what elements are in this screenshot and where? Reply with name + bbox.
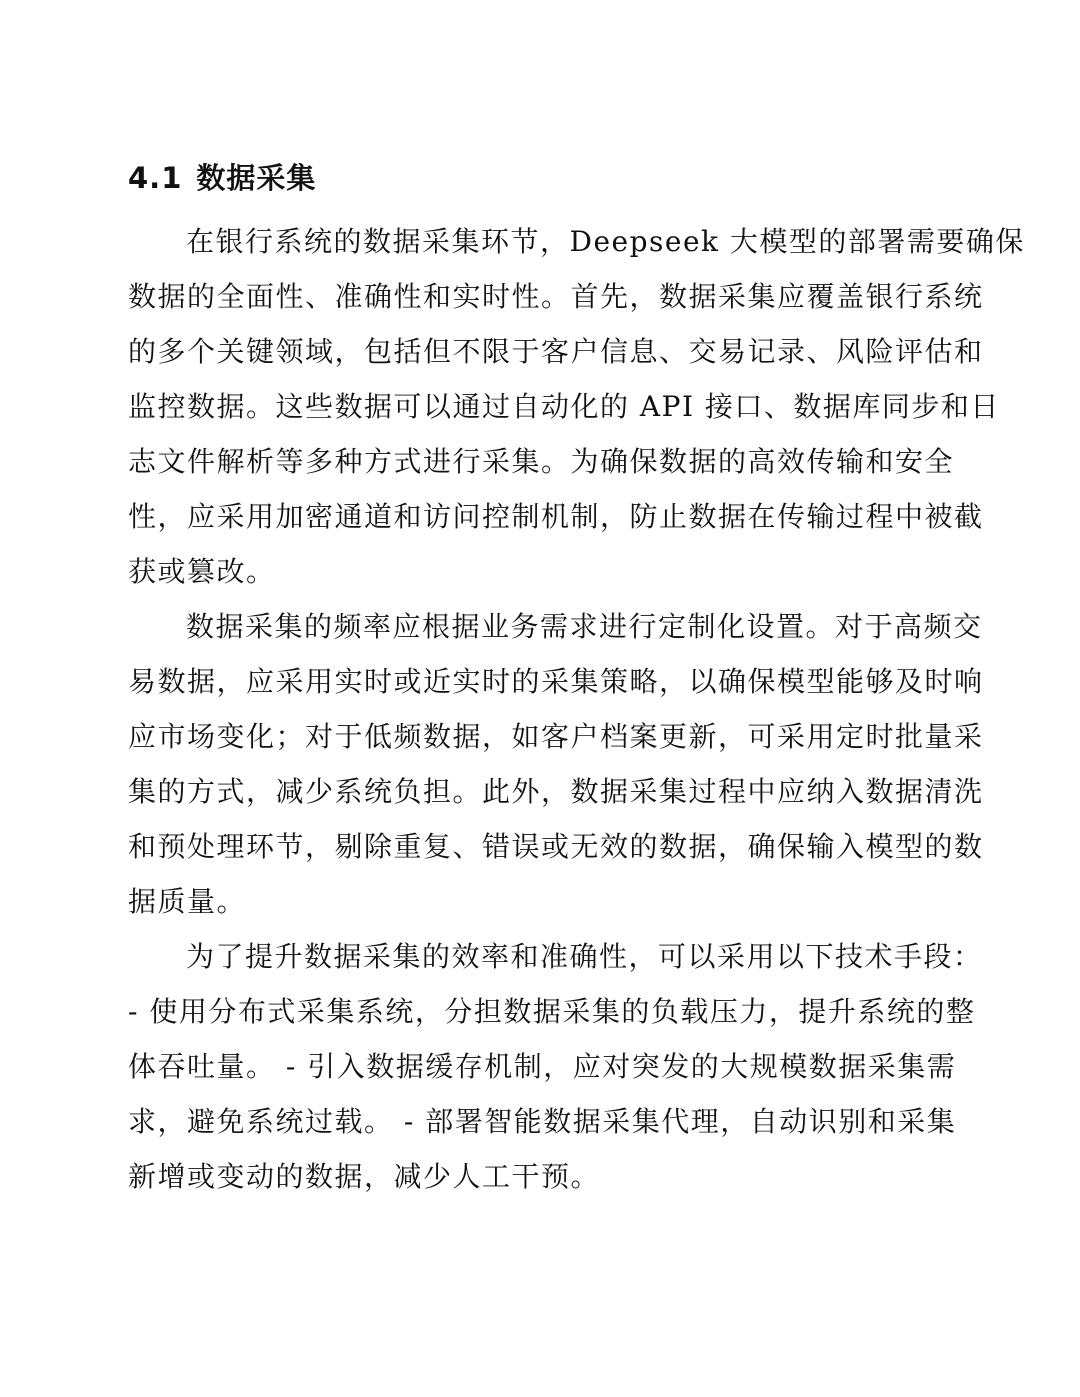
- paragraph-collection-frequency: [128, 599, 984, 929]
- paragraph-line: 新增或变动的数据，减少人工干预。: [128, 1160, 601, 1193]
- section-number: 4.1: [128, 161, 183, 195]
- paragraph-technical-measures: [128, 929, 983, 1204]
- paragraph-line: 数据采集的频率应根据业务需求进行定制化设置。对于高频交: [186, 610, 983, 643]
- paragraph-line: 获或篡改。: [128, 555, 276, 588]
- section-heading: [128, 154, 316, 202]
- paragraph-line: 在银行系统的数据采集环节，Deepseek 大模型的部署需要确保: [186, 225, 1025, 258]
- paragraph-line: 体吞吐量。 - 引入数据缓存机制，应对突发的大规模数据采集需: [128, 1050, 957, 1083]
- paragraph-line: 监控数据。这些数据可以通过自动化的 API 接口、数据库同步和日: [128, 390, 1000, 423]
- paragraph-line: 的多个关键领域，包括但不限于客户信息、交易记录、风险评估和: [128, 335, 984, 368]
- paragraph-data-collection-scope: [128, 214, 1025, 599]
- paragraph-line: 应市场变化；对于低频数据，如客户档案更新，可采用定时批量采: [128, 720, 984, 753]
- section-title: 数据采集: [196, 161, 317, 195]
- paragraph-line: 易数据，应采用实时或近实时的采集策略，以确保模型能够及时响: [128, 665, 984, 698]
- paragraph-line: 志文件解析等多种方式进行采集。为确保数据的高效传输和安全: [128, 445, 955, 478]
- paragraph-line: 据质量。: [128, 885, 247, 918]
- paragraph-line: 集的方式，减少系统负担。此外，数据采集过程中应纳入数据清洗: [128, 775, 984, 808]
- paragraph-line: 和预处理环节，剔除重复、错误或无效的数据，确保输入模型的数: [128, 830, 984, 863]
- paragraph-line: 数据的全面性、准确性和实时性。首先，数据采集应覆盖银行系统: [128, 280, 984, 313]
- paragraph-line: 性，应采用加密通道和访问控制机制，防止数据在传输过程中被截: [128, 500, 984, 533]
- paragraph-line: 为了提升数据采集的效率和准确性，可以采用以下技术手段：: [186, 940, 983, 973]
- paragraph-line: 求，避免系统过载。 - 部署智能数据采集代理，自动识别和采集: [128, 1105, 957, 1138]
- paragraph-line: - 使用分布式采集系统，分担数据采集的负载压力，提升系统的整: [128, 995, 976, 1028]
- document-body: [128, 214, 1025, 1204]
